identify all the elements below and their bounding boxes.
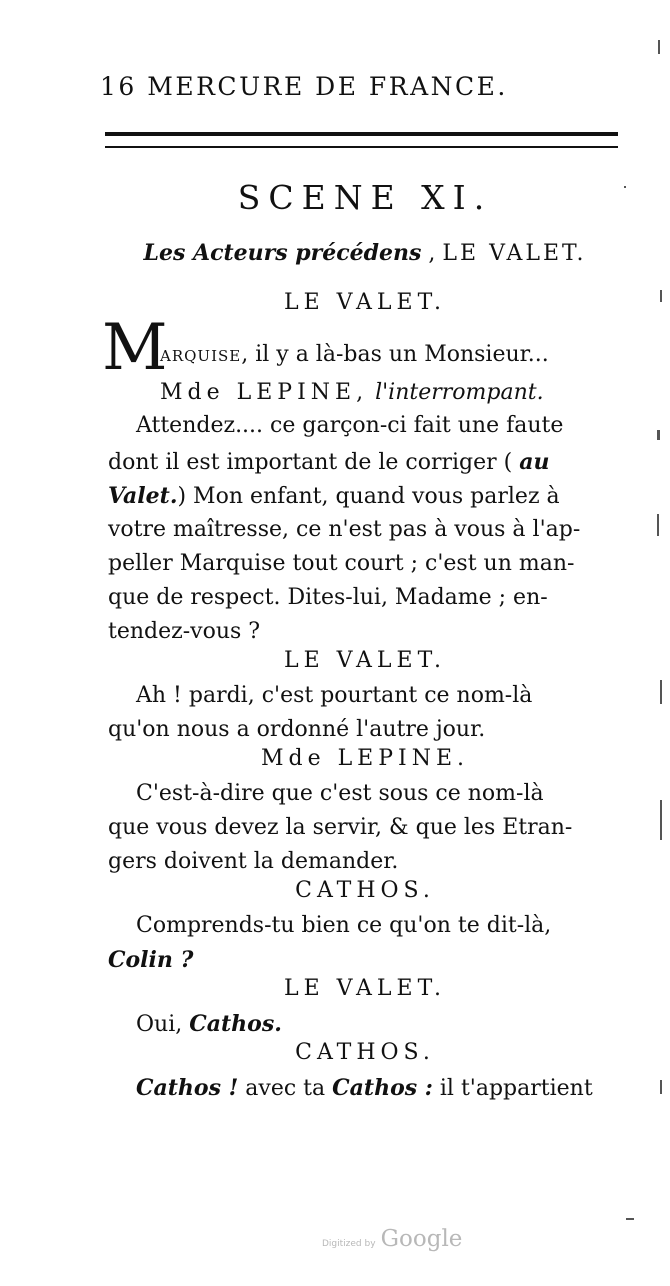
speaker-le-valet-3: LE VALET.	[283, 976, 447, 1001]
text-line-15	[108, 947, 193, 973]
header-rule-thick	[105, 132, 618, 136]
text-span: , il y a là-bas un Monsieur...	[241, 342, 549, 367]
cast-separator: ,	[421, 241, 443, 266]
speaker-cathos-1: CATHOS.	[295, 878, 435, 903]
text-line-1	[160, 342, 549, 367]
text-line-14: Comprends-tu bien ce qu'on te dit-là,	[136, 913, 552, 938]
text-line-13: gers doivent la demander.	[108, 849, 399, 874]
running-head	[100, 72, 508, 101]
text-line-8: tendez-vous ?	[108, 619, 261, 644]
speaker-cathos-2: CATHOS.	[295, 1040, 435, 1065]
stage-direction: l'interrompant.	[375, 380, 544, 405]
scan-speck	[660, 290, 662, 302]
text-line-10: qu'on nous a ordonné l'autre jour.	[108, 717, 486, 742]
scan-speck	[657, 430, 660, 440]
italic-span: Colin ?	[108, 947, 194, 973]
italic-span: Cathos.	[189, 1011, 282, 1037]
digitized-label: Digitized by	[322, 1239, 376, 1249]
google-wordmark: Google	[380, 1226, 463, 1252]
scan-speck	[660, 680, 662, 704]
digitized-watermark	[322, 1226, 462, 1252]
scan-speck	[626, 1218, 634, 1220]
speaker-lepine-interrupting	[160, 380, 544, 405]
cast-italic: Les Acteurs précédens	[143, 240, 422, 266]
small-caps-word: ARQUISE	[160, 347, 242, 365]
italic-span: Valet.	[108, 483, 178, 509]
cast-line	[100, 240, 630, 266]
cast-caps: LE VALET.	[442, 241, 587, 266]
text-line-4	[108, 483, 560, 509]
drop-cap: M	[102, 311, 168, 385]
text-span: il t'appartient	[432, 1076, 593, 1101]
speaker-le-valet-1: LE VALET.	[283, 290, 447, 315]
scene-title: SCENE XI.	[237, 178, 493, 217]
text-line-6: peller Marquise tout court ; c'est un man-	[108, 551, 575, 576]
text-line-3	[108, 449, 549, 475]
running-title: MERCURE DE FRANCE.	[147, 72, 508, 101]
italic-span: au	[519, 449, 550, 475]
scan-speck	[657, 514, 659, 536]
scan-speck	[660, 1080, 662, 1094]
header-rule-thin	[105, 146, 618, 148]
text-span: dont il est important de le corriger (	[108, 450, 513, 475]
text-span: ) Mon enfant, quand vous parlez à	[177, 484, 560, 509]
scan-speck	[658, 40, 660, 54]
text-span: Oui,	[136, 1012, 183, 1037]
italic-span: Cathos :	[332, 1075, 433, 1101]
text-line-16	[136, 1011, 282, 1037]
text-line-2: Attendez.... ce garçon-ci fait une faute	[136, 413, 564, 438]
scan-speck	[624, 186, 626, 188]
text-line-7: que de respect. Dites-lui, Madame ; en-	[108, 585, 548, 610]
page-number: 16	[100, 72, 137, 101]
italic-span: Cathos !	[136, 1075, 239, 1101]
speaker-le-valet-2: LE VALET.	[283, 648, 447, 673]
text-line-12: que vous devez la servir, & que les Etran-	[108, 815, 573, 840]
speaker-name: Mde LEPINE,	[160, 380, 369, 405]
text-span: avec ta	[238, 1076, 333, 1101]
text-line-17	[136, 1075, 593, 1101]
text-line-5: votre maîtresse, ce n'est pas à vous à l'ap-	[108, 517, 581, 542]
text-line-9: Ah ! pardi, c'est pourtant ce nom-là	[136, 683, 533, 708]
text-line-11: C'est-à-dire que c'est sous ce nom-là	[136, 781, 544, 806]
scan-speck	[660, 800, 662, 840]
speaker-lepine: Mde LEPINE.	[260, 746, 470, 771]
